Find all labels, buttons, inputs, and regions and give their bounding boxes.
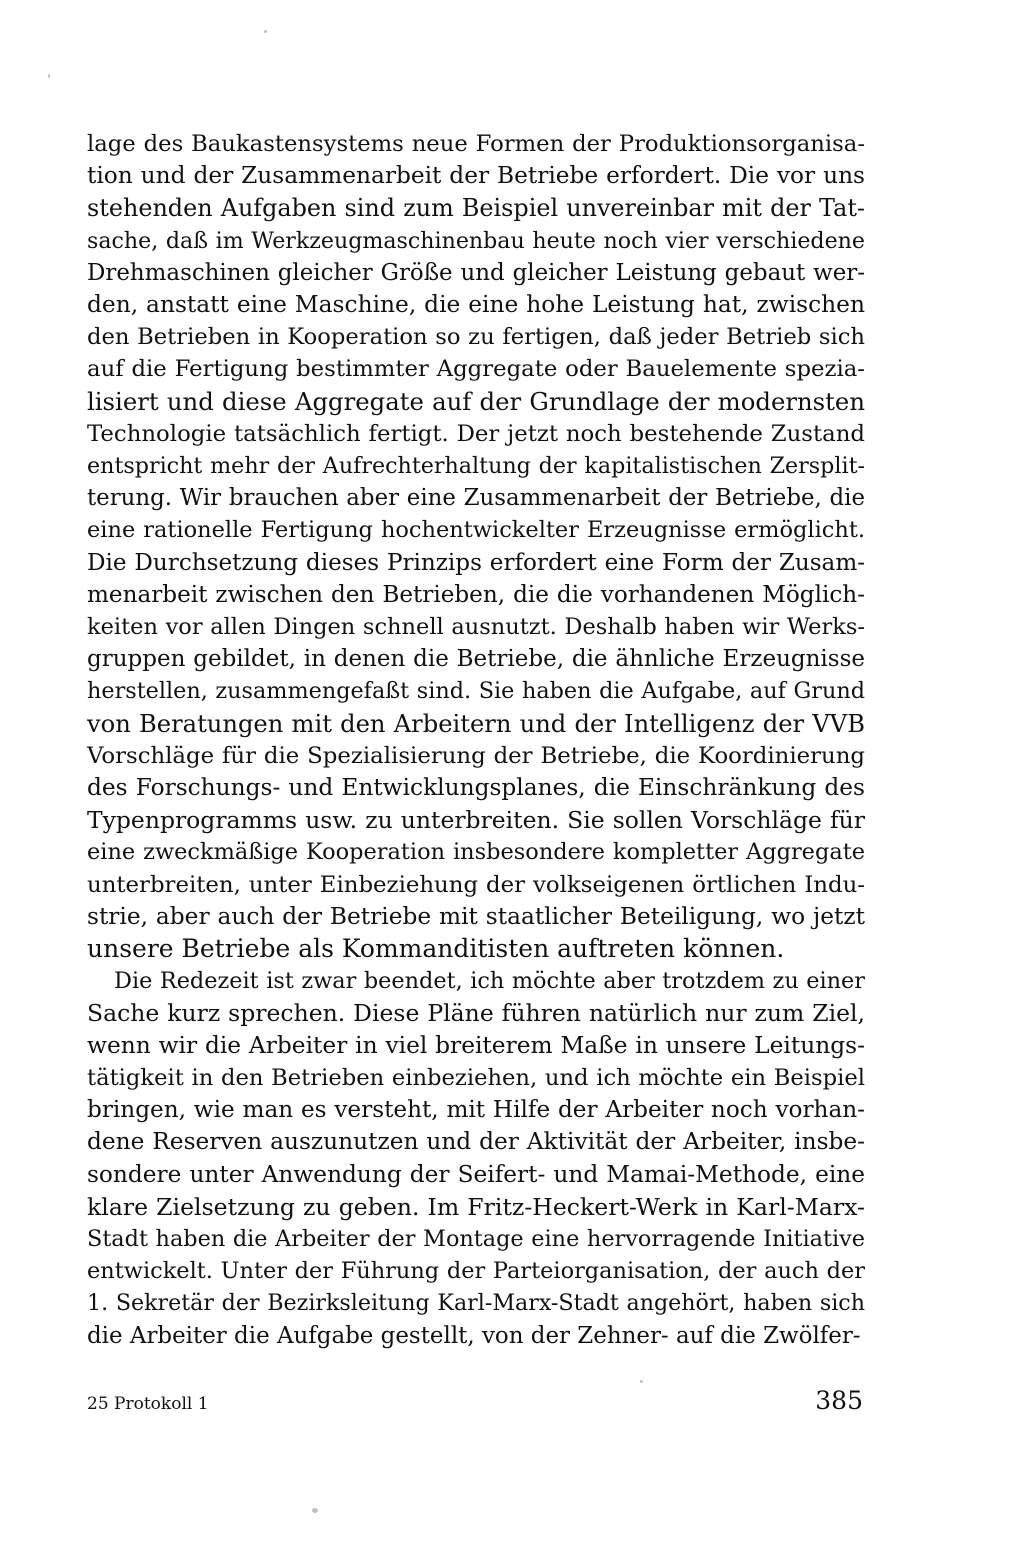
text-line: Sache kurz sprechen. Diese Pläne führen natürlich nur zum Ziel, bbox=[87, 999, 865, 1028]
text-line: unterbreiten, unter Einbeziehung der volkseigenen örtlichen Indu- bbox=[87, 871, 865, 898]
text-line: lisiert und diese Aggregate auf der Grundlage der modernsten bbox=[87, 386, 865, 416]
scan-speck bbox=[312, 1508, 318, 1513]
text-line: Vorschläge für die Spezialisierung der Betriebe, die Koordinierung bbox=[87, 742, 865, 769]
text-line: gruppen gebildet, in denen die Betriebe, die ähnliche Erzeugnisse bbox=[87, 646, 865, 673]
page-number: 385 bbox=[815, 1386, 863, 1415]
text-line: eine zweckmäßige Kooperation insbesondere kompletter Aggregate bbox=[87, 839, 865, 866]
text-line: unsere Betriebe als Kommanditisten auftreten können. bbox=[87, 934, 785, 964]
text-line: Technologie tatsächlich fertigt. Der jetzt noch bestehende Zustand bbox=[87, 420, 865, 447]
text-line: tätigkeit in den Betrieben einbeziehen, und ich möchte ein Beispiel bbox=[87, 1064, 865, 1091]
text-line: Die Durchsetzung dieses Prinzips erfordert eine Form der Zusam- bbox=[87, 549, 865, 576]
text-line: sondere unter Anwendung der Seifert- und Mamai-Methode, eine bbox=[87, 1160, 865, 1188]
text-line: menarbeit zwischen den Betrieben, die die vorhandenen Möglich- bbox=[87, 581, 865, 608]
text-line: die Arbeiter die Aufgabe gestellt, von der Zehner- auf die Zwölfer- bbox=[87, 1322, 861, 1349]
paragraph bbox=[87, 128, 865, 965]
text-line: stehenden Aufgaben sind zum Beispiel unvereinbar mit der Tat- bbox=[87, 194, 865, 223]
text-line: auf die Fertigung bestimmter Aggregate oder Bauelemente spezia- bbox=[87, 356, 865, 383]
text-line: strie, aber auch der Betriebe mit staatlicher Beteiligung, wo jetzt bbox=[87, 902, 865, 930]
text-line: Drehmaschinen gleicher Größe und gleicher Leistung gebaut wer- bbox=[87, 259, 865, 286]
text-line: von Beratungen mit den Arbeitern und der Intelligenz der VVB bbox=[87, 709, 865, 738]
text-line: lage des Baukastensystems neue Formen der Produktionsorganisa- bbox=[87, 131, 865, 157]
text-line: herstellen, zusammengefaßt sind. Sie haben die Aufgabe, auf Grund bbox=[87, 678, 865, 705]
text-line: sache, daß im Werkzeugmaschinenbau heute noch vier verschiedene bbox=[87, 227, 865, 254]
scan-speck bbox=[264, 30, 267, 33]
text-line: 1. Sekretär der Bezirksleitung Karl-Marx-Stadt angehört, haben sich bbox=[87, 1290, 865, 1317]
scan-speck bbox=[48, 74, 50, 78]
text-line: bringen, wie man es versteht, mit Hilfe der Arbeiter noch vorhan- bbox=[87, 1097, 865, 1124]
text-line: des Forschungs- und Entwicklungsplanes, die Einschränkung des bbox=[87, 774, 865, 802]
text-line: den Betrieben in Kooperation so zu fertigen, daß jeder Betrieb sich bbox=[87, 324, 865, 351]
printer-signature: 25 Protokoll 1 bbox=[87, 1394, 209, 1414]
text-line: tion und der Zusammenarbeit der Betriebe erfordert. Die vor uns bbox=[87, 162, 865, 190]
paragraph bbox=[87, 965, 865, 1351]
text-line: entwickelt. Unter der Führung der Parteiorganisation, der auch der bbox=[87, 1258, 865, 1285]
text-line: den, anstatt eine Maschine, die eine hohe Leistung hat, zwischen bbox=[87, 291, 865, 319]
text-line: Stadt haben die Arbeiter der Montage eine hervorragende Initiative bbox=[87, 1225, 865, 1252]
text-line: wenn wir die Arbeiter in viel breiterem Maße in unsere Leitungs- bbox=[87, 1031, 865, 1059]
text-line: entspricht mehr der Aufrechterhaltung der kapitalistischen Zersplit- bbox=[87, 453, 865, 480]
page-footer bbox=[87, 1382, 865, 1422]
text-line: klare Zielsetzung zu geben. Im Fritz-Heckert-Werk in Karl-Marx- bbox=[87, 1192, 865, 1221]
text-line: terung. Wir brauchen aber eine Zusammenarbeit der Betriebe, die bbox=[87, 485, 865, 512]
text-line: keiten vor allen Dingen schnell ausnutzt. Deshalb haben wir Werks- bbox=[87, 614, 865, 641]
text-line: Die Redezeit ist zwar beendet, ich möchte aber trotzdem zu einer bbox=[114, 968, 865, 995]
scan-speck bbox=[640, 1380, 643, 1383]
text-line: dene Reserven auszunutzen und der Aktivität der Arbeiter, insbe- bbox=[87, 1128, 865, 1156]
text-line: eine rationelle Fertigung hochentwickelter Erzeugnisse ermöglicht. bbox=[87, 517, 865, 544]
text-line: Typenprogramms usw. zu unterbreiten. Sie sollen Vorschläge für bbox=[87, 806, 865, 835]
body-text bbox=[87, 128, 865, 1352]
